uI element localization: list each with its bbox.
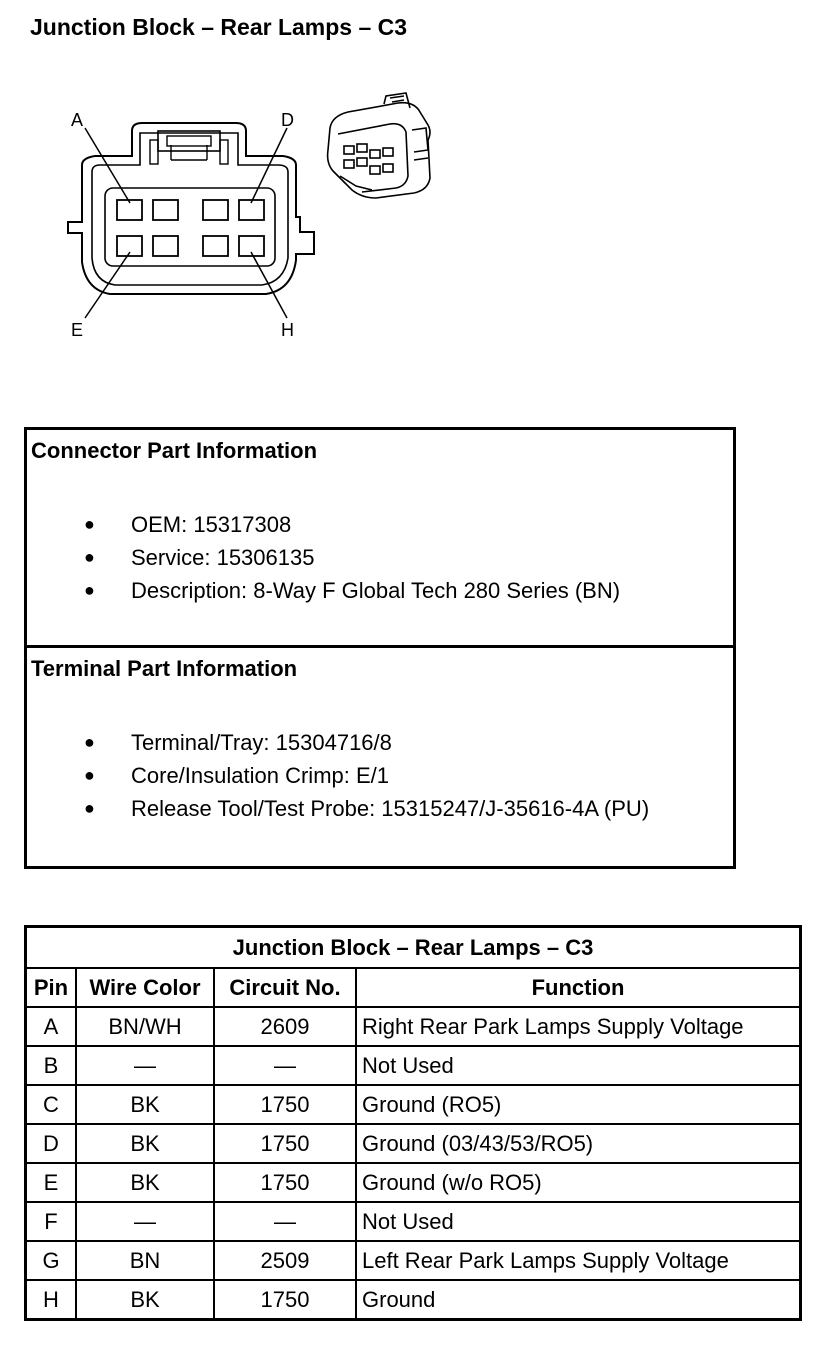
cell-circuit-no: — [214,1202,356,1241]
table-row [26,1085,801,1124]
cell-function: Not Used [356,1046,801,1085]
connector-diagram [0,0,832,400]
connector-part-info [27,430,733,648]
list-item [27,759,649,792]
table-row [26,1241,801,1280]
pin-label-a: A [71,110,84,130]
list-item-text: Core/Insulation Crimp: E/1 [131,763,389,788]
list-item [27,726,649,759]
pin-label-d: D [281,110,294,130]
pin-label-e: E [71,320,84,340]
cell-circuit-no: — [214,1046,356,1085]
bullet-icon: ● [84,547,95,567]
cell-pin: B [26,1046,77,1085]
cell-pin: A [26,1007,77,1046]
terminal-part-info [27,648,733,863]
cell-circuit-no: 1750 [214,1124,356,1163]
bullet-icon: ● [84,514,95,534]
pin-table-body [26,1007,801,1320]
list-item [27,541,620,574]
cell-function: Left Rear Park Lamps Supply Voltage [356,1241,801,1280]
table-row [26,1202,801,1241]
table-row [26,1046,801,1085]
cell-pin: F [26,1202,77,1241]
pin-label-h: H [281,320,294,340]
header-wire-color: Wire Color [76,968,214,1007]
cell-circuit-no: 1750 [214,1163,356,1202]
cell-circuit-no: 1750 [214,1280,356,1320]
terminal-part-info-list [27,726,649,825]
cell-wire-color: BK [76,1085,214,1124]
cell-pin: G [26,1241,77,1280]
pin-table [24,925,802,1321]
cell-circuit-no: 2609 [214,1007,356,1046]
cell-circuit-no: 1750 [214,1085,356,1124]
cell-wire-color: — [76,1046,214,1085]
list-item-text: Description: 8-Way F Global Tech 280 Series (BN) [131,578,621,603]
bullet-icon: ● [84,580,95,600]
table-row [26,1280,801,1320]
list-item-text: Service: 15306135 [131,545,315,570]
cell-wire-color: BK [76,1163,214,1202]
cell-wire-color: BK [76,1280,214,1320]
header-pin: Pin [26,968,77,1007]
cell-pin: E [26,1163,77,1202]
cell-wire-color: BK [76,1124,214,1163]
list-item [27,792,649,825]
table-row [26,1124,801,1163]
table-row [26,1163,801,1202]
cell-wire-color: — [76,1202,214,1241]
cell-function: Ground (w/o RO5) [356,1163,801,1202]
connector-part-info-list [27,508,620,607]
terminal-part-info-heading: Terminal Part Information [31,656,298,681]
page-title: Junction Block – Rear Lamps – C3 [30,14,408,40]
table-title: Junction Block – Rear Lamps – C3 [26,927,801,969]
cell-function: Not Used [356,1202,801,1241]
cell-function: Ground (03/43/53/RO5) [356,1124,801,1163]
cell-circuit-no: 2509 [214,1241,356,1280]
list-item-text: OEM: 15317308 [131,512,292,537]
cell-wire-color: BN/WH [76,1007,214,1046]
list-item-text: Terminal/Tray: 15304716/8 [131,730,392,755]
table-row [26,1007,801,1046]
list-item-text: Release Tool/Test Probe: 15315247/J-35616-4A (PU) [131,796,650,821]
bullet-icon: ● [84,798,95,818]
list-item [27,508,620,541]
bullet-icon: ● [84,732,95,752]
cell-function: Ground [356,1280,801,1320]
connector-3d-view-icon [328,93,430,198]
connector-face-view-icon [68,123,314,318]
bullet-icon: ● [84,765,95,785]
header-circuit-no: Circuit No. [214,968,356,1007]
cell-pin: C [26,1085,77,1124]
part-info-box [24,427,736,869]
cell-pin: H [26,1280,77,1320]
list-item [27,574,620,607]
cell-function: Right Rear Park Lamps Supply Voltage [356,1007,801,1046]
cell-pin: D [26,1124,77,1163]
connector-part-info-heading: Connector Part Information [31,438,318,463]
header-function: Function [356,968,801,1007]
cell-function: Ground (RO5) [356,1085,801,1124]
cell-wire-color: BN [76,1241,214,1280]
